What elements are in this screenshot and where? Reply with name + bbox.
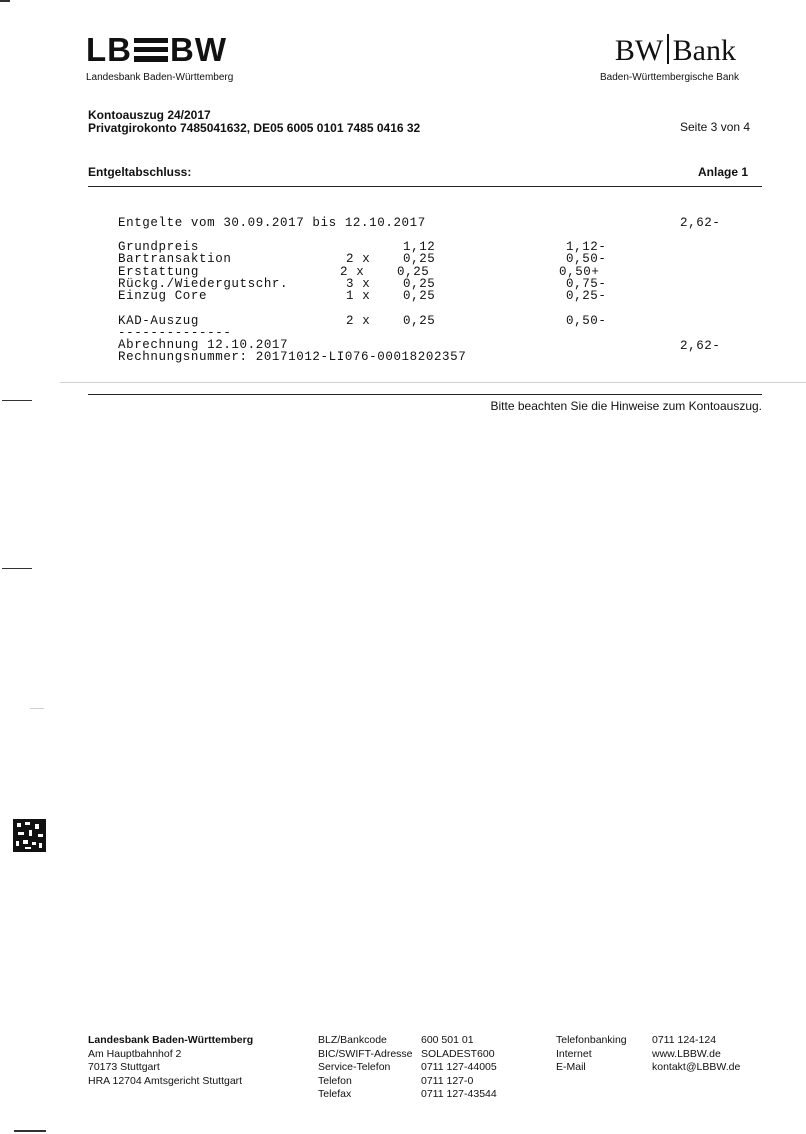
fee-label: Bartransaktion bbox=[118, 252, 232, 266]
footer-right-labels bbox=[556, 1034, 627, 1075]
note-text: Bitte beachten Sie die Hinweise zum Kontoauszug. bbox=[490, 399, 762, 413]
bw-bank-logo bbox=[615, 34, 736, 68]
footer-label: Telefonbanking bbox=[556, 1034, 627, 1046]
fee-unit: 1,12 bbox=[403, 240, 436, 254]
fee-amount: 1,12- bbox=[566, 240, 607, 254]
fee-period-label: Entgelte vom 30.09.2017 bis 12.10.2017 bbox=[118, 216, 426, 230]
datamatrix-code-icon bbox=[13, 819, 46, 852]
fee-unit: 0,25 bbox=[397, 265, 430, 279]
fee-count: 2 x bbox=[346, 252, 371, 266]
punch-mark bbox=[0, 0, 10, 2]
lbbw-subtitle: Landesbank Baden-Württemberg bbox=[86, 72, 234, 83]
punch-mark bbox=[14, 1130, 46, 1132]
lbbw-logo-right: BW bbox=[170, 31, 227, 68]
footer-value: 0711 127-44005 bbox=[421, 1061, 497, 1073]
fee-unit: 0,25 bbox=[403, 314, 436, 328]
fee-amount: 0,75- bbox=[566, 277, 607, 291]
section-title: Entgeltabschluss: bbox=[88, 165, 192, 179]
fee-amount: 0,50- bbox=[566, 314, 607, 328]
fee-unit: 0,25 bbox=[403, 252, 436, 266]
footer-mid-values bbox=[421, 1034, 497, 1102]
footer-label: Telefax bbox=[318, 1088, 352, 1100]
fee-label: Rückg./Wiedergutschr. bbox=[118, 277, 289, 291]
bw-logo-divider bbox=[667, 34, 669, 64]
fold-mark bbox=[2, 568, 32, 569]
statement-title: Kontoauszug 24/2017 bbox=[88, 108, 211, 122]
fee-period-total: 2,62- bbox=[680, 216, 721, 230]
footer-label: Telefon bbox=[318, 1074, 352, 1087]
fee-label: KAD-Auszug bbox=[118, 314, 200, 328]
fee-unit: 0,25 bbox=[403, 277, 436, 291]
footer-bank-block bbox=[88, 1034, 253, 1088]
footer-label: BLZ/Bankcode bbox=[318, 1034, 387, 1046]
fee-unit: 0,25 bbox=[403, 289, 436, 303]
fee-amount: 0,50- bbox=[566, 252, 607, 266]
footer-internet-link[interactable]: www.LBBW.de bbox=[652, 1047, 721, 1060]
footer-address-1: Am Hauptbahnhof 2 bbox=[88, 1047, 182, 1060]
invoice-number: Rechnungsnummer: 20171012-LI076-00018202357 bbox=[118, 350, 467, 364]
lbbw-logo-equals-icon bbox=[134, 38, 168, 62]
footer-label: E-Mail bbox=[556, 1061, 586, 1073]
footer-register: HRA 12704 Amtsgericht Stuttgart bbox=[88, 1074, 243, 1087]
bw-subtitle: Baden-Württembergische Bank bbox=[600, 72, 739, 83]
footer-label: BIC/SWIFT-Adresse bbox=[318, 1047, 413, 1060]
footer-bank-name: Landesbank Baden-Württemberg bbox=[88, 1034, 254, 1046]
section-rule bbox=[88, 186, 762, 187]
fee-count: 3 x bbox=[346, 277, 371, 291]
footer-label: Service-Telefon bbox=[318, 1061, 391, 1073]
bw-logo-right: Bank bbox=[672, 34, 736, 67]
footer-value: 0711 127-0 bbox=[421, 1074, 474, 1087]
fee-label: Grundpreis bbox=[118, 240, 200, 254]
anlage-label: Anlage 1 bbox=[698, 165, 749, 179]
footer-value: 600 501 01 bbox=[421, 1034, 474, 1046]
fee-count: 2 x bbox=[340, 265, 365, 279]
lbbw-logo bbox=[86, 32, 227, 68]
account-line: Privatgirokonto 7485041632, DE05 6005 0101 7485 0416 32 bbox=[88, 121, 421, 135]
end-rule bbox=[88, 394, 762, 395]
bw-logo-left: BW bbox=[614, 34, 664, 67]
settlement-label: Abrechnung 12.10.2017 bbox=[118, 338, 289, 352]
scan-line bbox=[60, 382, 806, 383]
lbbw-logo-left: LB bbox=[86, 31, 132, 68]
footer-address-2: 70173 Stuttgart bbox=[88, 1061, 160, 1073]
footer-label: Internet bbox=[556, 1047, 592, 1060]
footer-value: SOLADEST600 bbox=[421, 1047, 495, 1060]
fee-amount: 0,50+ bbox=[559, 265, 600, 279]
footer-mid-labels bbox=[318, 1034, 413, 1102]
fee-count: 2 x bbox=[346, 314, 371, 328]
separator-dashes: -------------- bbox=[118, 326, 232, 340]
fee-label: Erstattung bbox=[118, 265, 200, 279]
fee-count: 1 x bbox=[346, 289, 371, 303]
footer-value: 0711 127-43544 bbox=[421, 1088, 497, 1100]
fold-mark bbox=[2, 400, 32, 401]
settlement-total: 2,62- bbox=[680, 339, 721, 353]
footer-email-link[interactable]: kontakt@LBBW.de bbox=[652, 1061, 741, 1073]
footer-right-values bbox=[652, 1034, 740, 1075]
fee-amount: 0,25- bbox=[566, 289, 607, 303]
fee-label: Einzug Core bbox=[118, 289, 208, 303]
footer-value: 0711 124-124 bbox=[652, 1034, 717, 1046]
scan-mark bbox=[30, 708, 44, 709]
page-info: Seite 3 von 4 bbox=[680, 120, 751, 134]
